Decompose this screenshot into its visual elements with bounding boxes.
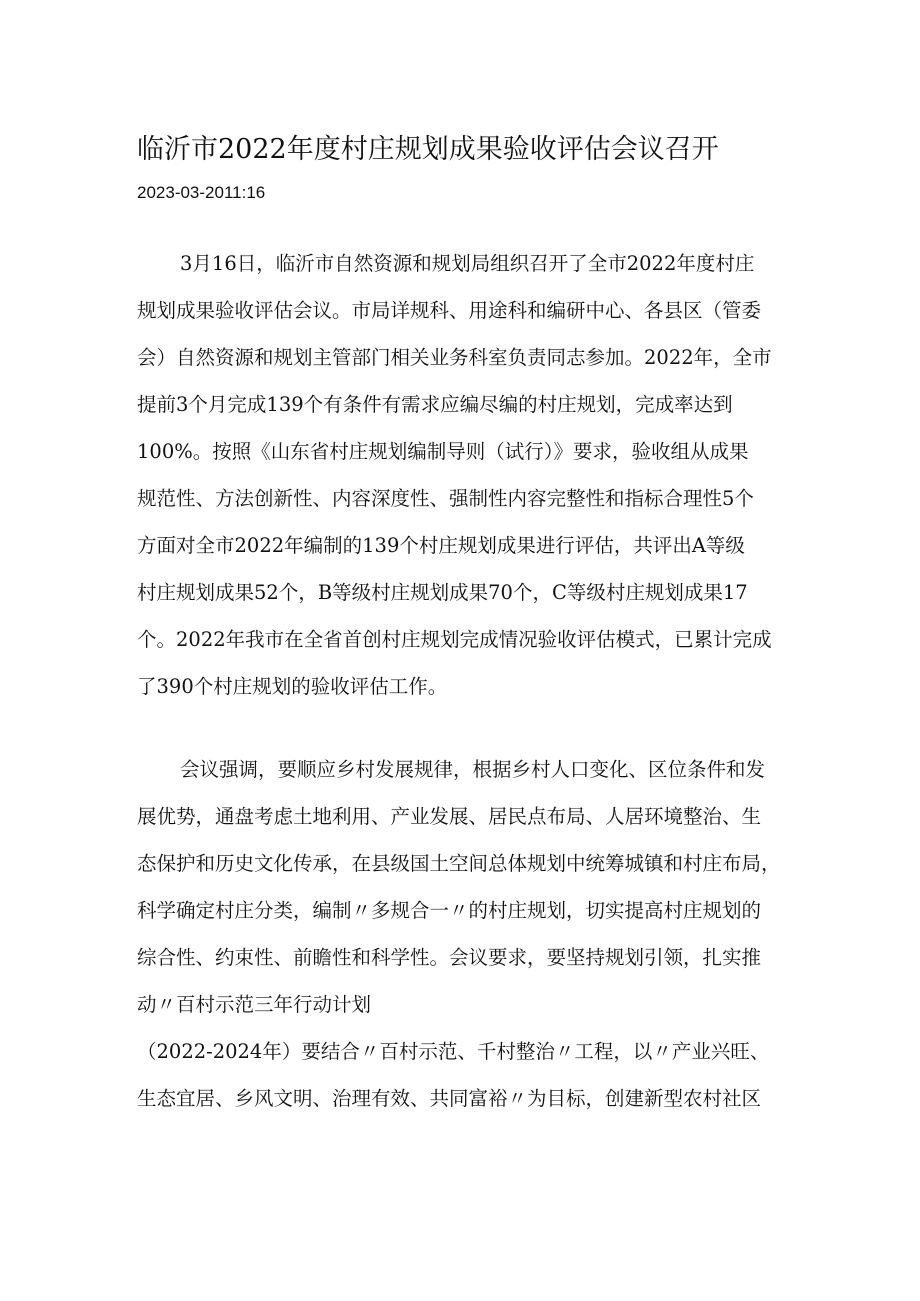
article-title: 临沂市2022年度村庄规划成果验收评估会议召开 xyxy=(137,134,719,166)
paragraph-line: 科学确定村庄分类，编制〃多规合一〃的村庄规划，切实提高村庄规划的 xyxy=(137,899,762,922)
paragraph-line: 展优势，通盘考虑土地利用、产业发展、居民点布局、人居环境整治、生 xyxy=(137,805,762,828)
paragraph-meeting-emphasis xyxy=(137,746,797,1122)
paragraph-line: 动〃百村示范三年行动计划 xyxy=(137,993,372,1016)
paragraph-line: 3月16日，临沂市自然资源和规划局组织召开了全市2022年度村庄 xyxy=(180,252,755,275)
paragraph-line: 提前3个月完成139个有条件有需求应编尽编的村庄规划，完成率达到 xyxy=(137,393,733,416)
paragraph-meeting-summary xyxy=(137,240,797,710)
paragraph-line: 规划成果验收评估会议。市局详规科、用途科和编研中心、各县区（管委 xyxy=(137,299,762,322)
publish-date: 2023-03-2011:16 xyxy=(137,183,266,202)
paragraph-line: 综合性、约束性、前瞻性和科学性。会议要求，要坚持规划引领，扎实推 xyxy=(137,946,762,969)
paragraph-line: 个。2022年我市在全省首创村庄规划完成情况验收评估模式，已累计完成 xyxy=(137,628,772,651)
paragraph-line: 生态宜居、乡风文明、治理有效、共同富裕〃为目标，创建新型农村社区 xyxy=(137,1087,762,1110)
paragraph-line: 会）自然资源和规划主管部门相关业务科室负责同志参加。2022年，全市 xyxy=(137,346,772,369)
paragraph-line: 村庄规划成果52个，B等级村庄规划成果70个，C等级村庄规划成果17 xyxy=(137,581,748,604)
paragraph-line: 会议强调，要顺应乡村发展规律，根据乡村人口变化、区位条件和发 xyxy=(180,758,766,781)
paragraph-line: （2022-2024年）要结合〃百村示范、千村整治〃工程，以〃产业兴旺、 xyxy=(137,1040,770,1063)
paragraph-line: 规范性、方法创新性、内容深度性、强制性内容完整性和指标合理性5个 xyxy=(137,487,754,510)
paragraph-line: 了390个村庄规划的验收评估工作。 xyxy=(137,675,448,698)
paragraph-line: 100%。按照《山东省村庄规划编制导则（试行）》要求，验收组从成果 xyxy=(137,440,749,463)
paragraph-line: 态保护和历史文化传承，在县级国土空间总体规划中统筹城镇和村庄布局， xyxy=(137,852,781,875)
paragraph-line: 方面对全市2022年编制的139个村庄规划成果进行评估，共评出A等级 xyxy=(137,534,745,557)
